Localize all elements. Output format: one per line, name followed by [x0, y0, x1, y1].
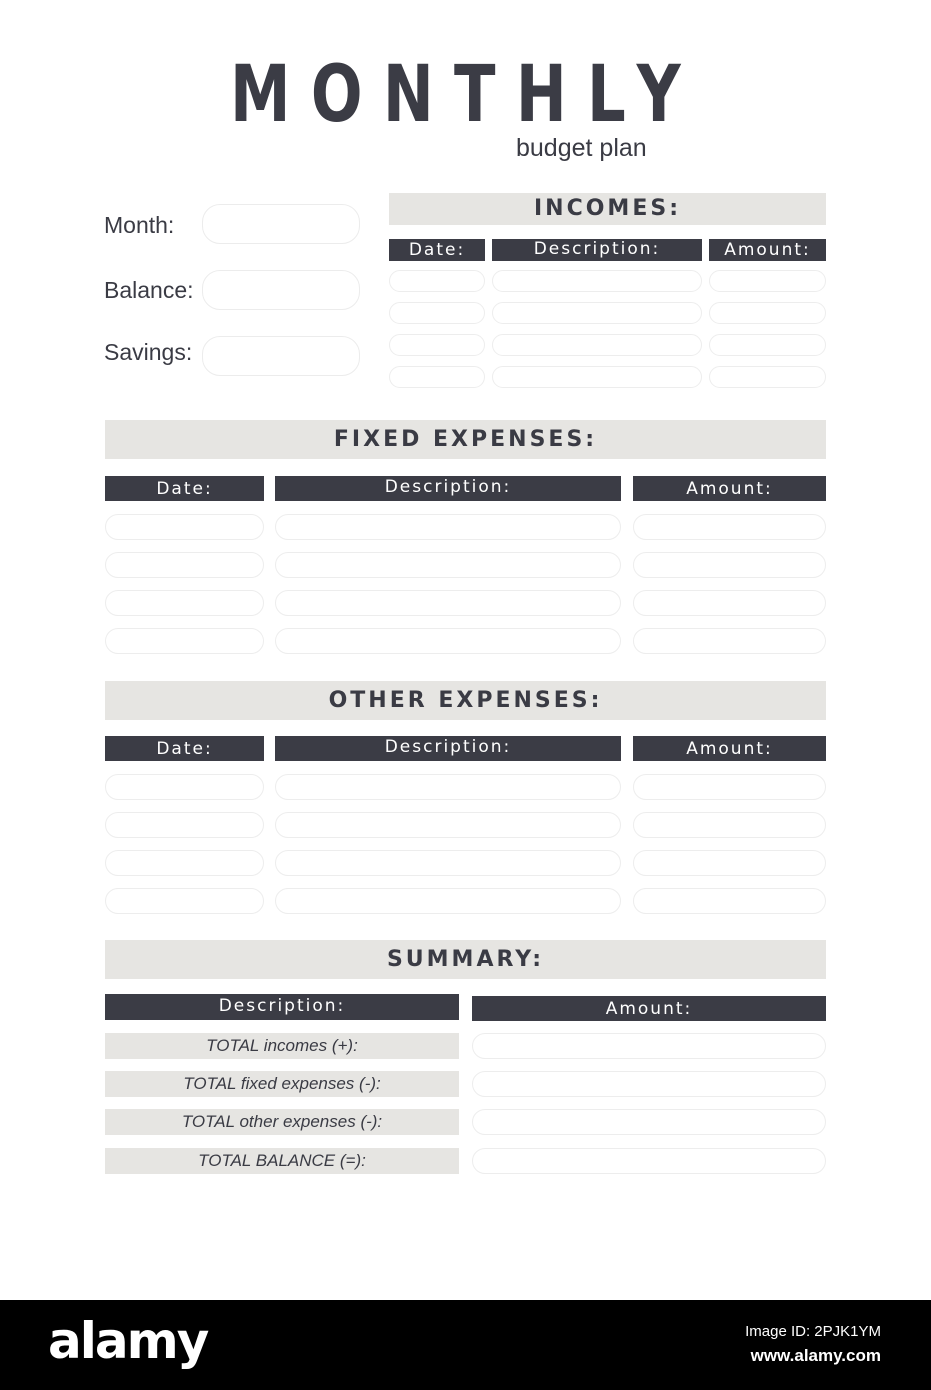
fixed-amount-header: Amount: — [633, 476, 826, 501]
fixed-date-cell[interactable] — [105, 552, 264, 578]
other-amount-header: Amount: — [633, 736, 826, 761]
incomes-description-header: Description: — [492, 239, 702, 261]
total-fixed-expenses-amount[interactable] — [472, 1071, 826, 1097]
incomes-description-cell[interactable] — [492, 334, 702, 356]
other-date-cell[interactable] — [105, 774, 264, 800]
other-description-cell[interactable] — [275, 812, 621, 838]
fixed-date-cell[interactable] — [105, 590, 264, 616]
total-other-expenses-amount[interactable] — [472, 1109, 826, 1135]
balance-field[interactable] — [202, 270, 360, 310]
alamy-logo: alamy — [48, 1312, 208, 1370]
total-incomes-amount[interactable] — [472, 1033, 826, 1059]
page-subtitle: budget plan — [516, 134, 647, 162]
summary-amount-header: Amount: — [472, 996, 826, 1021]
other-expenses-heading: OTHER EXPENSES: — [105, 681, 826, 720]
total-balance-amount[interactable] — [472, 1148, 826, 1174]
image-id: Image ID: 2PJK1YM — [745, 1323, 881, 1340]
other-description-cell[interactable] — [275, 774, 621, 800]
other-amount-cell[interactable] — [633, 888, 826, 914]
incomes-description-cell[interactable] — [492, 366, 702, 388]
fixed-date-cell[interactable] — [105, 514, 264, 540]
fixed-expenses-heading: FIXED EXPENSES: — [105, 420, 826, 459]
site-url: www.alamy.com — [750, 1346, 881, 1365]
total-other-expenses-label: TOTAL other expenses (-): — [105, 1109, 459, 1135]
fixed-date-header: Date: — [105, 476, 264, 501]
total-balance-label: TOTAL BALANCE (=): — [105, 1148, 459, 1174]
page-title: MONTHLY — [230, 50, 701, 140]
balance-label: Balance: — [104, 277, 194, 303]
fixed-amount-cell[interactable] — [633, 590, 826, 616]
fixed-description-cell[interactable] — [275, 514, 621, 540]
fixed-date-cell[interactable] — [105, 628, 264, 654]
incomes-amount-cell[interactable] — [709, 270, 826, 292]
fixed-description-cell[interactable] — [275, 628, 621, 654]
savings-field[interactable] — [202, 336, 360, 376]
fixed-amount-cell[interactable] — [633, 514, 826, 540]
savings-label: Savings: — [104, 339, 193, 365]
other-amount-cell[interactable] — [633, 774, 826, 800]
other-date-cell[interactable] — [105, 812, 264, 838]
other-date-header: Date: — [105, 736, 264, 761]
incomes-amount-cell[interactable] — [709, 334, 826, 356]
summary-description-header: Description: — [105, 994, 459, 1020]
fixed-amount-cell[interactable] — [633, 552, 826, 578]
fixed-description-header: Description: — [275, 476, 621, 501]
fixed-amount-cell[interactable] — [633, 628, 826, 654]
incomes-date-cell[interactable] — [389, 366, 485, 388]
incomes-heading: INCOMES: — [389, 193, 826, 225]
total-fixed-expenses-label: TOTAL fixed expenses (-): — [105, 1071, 459, 1097]
incomes-date-cell[interactable] — [389, 270, 485, 292]
other-date-cell[interactable] — [105, 888, 264, 914]
fixed-description-cell[interactable] — [275, 552, 621, 578]
incomes-date-cell[interactable] — [389, 334, 485, 356]
other-amount-cell[interactable] — [633, 850, 826, 876]
fixed-description-cell[interactable] — [275, 590, 621, 616]
incomes-amount-cell[interactable] — [709, 366, 826, 388]
month-field[interactable] — [202, 204, 360, 244]
incomes-amount-cell[interactable] — [709, 302, 826, 324]
other-amount-cell[interactable] — [633, 812, 826, 838]
other-description-cell[interactable] — [275, 888, 621, 914]
incomes-description-cell[interactable] — [492, 302, 702, 324]
summary-heading: SUMMARY: — [105, 940, 826, 979]
other-description-cell[interactable] — [275, 850, 621, 876]
incomes-amount-header: Amount: — [709, 239, 826, 261]
incomes-date-cell[interactable] — [389, 302, 485, 324]
incomes-description-cell[interactable] — [492, 270, 702, 292]
total-incomes-label: TOTAL incomes (+): — [105, 1033, 459, 1059]
month-label: Month: — [104, 212, 175, 238]
other-date-cell[interactable] — [105, 850, 264, 876]
incomes-date-header: Date: — [389, 239, 485, 261]
other-description-header: Description: — [275, 736, 621, 761]
